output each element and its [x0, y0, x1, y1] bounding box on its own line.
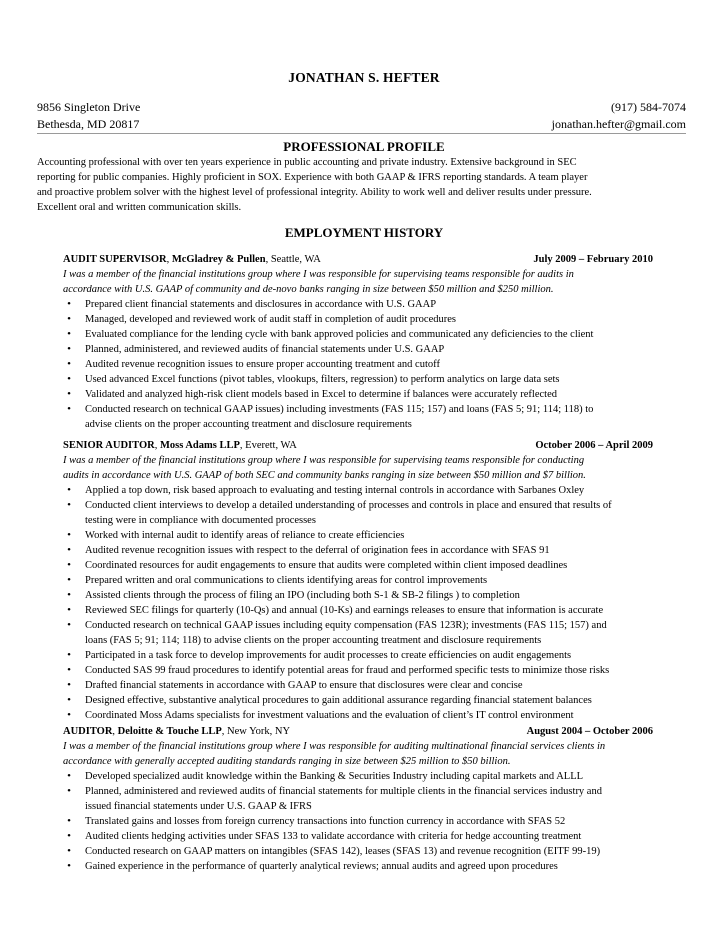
- title-separator: ,: [154, 440, 160, 451]
- bullet-icon: •: [67, 544, 71, 556]
- job-bullet: [63, 357, 709, 372]
- bullet-text: [85, 618, 709, 648]
- bullet-text: [85, 784, 709, 814]
- employer-name: Deloitte & Touche LLP: [117, 726, 222, 737]
- phone-number: (917) 584-7074: [611, 100, 686, 114]
- bullet-text: [85, 372, 709, 387]
- job-dates: October 2006 – April 2009: [535, 440, 653, 451]
- bullet-icon: •: [67, 785, 71, 797]
- job-bullet-list: [63, 769, 709, 874]
- bullet-text: [85, 603, 709, 618]
- bullet-icon: •: [67, 559, 71, 571]
- bullet-icon: •: [67, 388, 71, 400]
- address-line-1: 9856 Singleton Drive: [37, 100, 141, 114]
- contact-row-1: [37, 100, 686, 115]
- job-bullet: [63, 678, 709, 693]
- bullet-icon: •: [67, 770, 71, 782]
- bullet-line: testing were in compliance with documented processes: [85, 515, 316, 526]
- employer-name: Moss Adams LLP: [159, 440, 240, 451]
- address-line-2: Bethesda, MD 20817: [37, 117, 140, 131]
- bullet-line: Used advanced Excel functions (pivot tables, vlookups, filters, regression) to perform analytics on large data sets: [85, 374, 560, 385]
- profile-line: Excellent oral and written communication skills.: [37, 202, 242, 213]
- job-location: , New York, NY: [221, 726, 291, 737]
- job-entry: [63, 252, 709, 432]
- bullet-text: [85, 297, 709, 312]
- job-description: [63, 453, 709, 483]
- job-bullet: [63, 387, 709, 402]
- bullet-line: Conducted research on technical GAAP issues) including investments (FAS 115; 157) and loans (FAS 5; 91; 114; 118) to: [85, 404, 594, 415]
- bullet-icon: •: [67, 649, 71, 661]
- job-title: AUDIT SUPERVISOR: [63, 254, 167, 265]
- title-separator: ,: [112, 726, 118, 737]
- bullet-line: Conducted research on GAAP matters on intangibles (SFAS 142), leases (SFAS 13) and revenue recognition (EITF 99-19): [85, 846, 601, 857]
- job-bullet: [63, 372, 709, 387]
- job-bullet: [63, 588, 709, 603]
- bullet-line: Conducted client interviews to develop a detailed understanding of processes and controls in place and ensured that results of: [85, 500, 612, 511]
- bullet-icon: •: [67, 589, 71, 601]
- bullet-line: Gained experience in the performance of quarterly analytical reviews; annual audits and agreed upon procedures: [85, 861, 558, 872]
- bullet-icon: •: [67, 529, 71, 541]
- bullet-line: Developed specialized audit knowledge within the Banking & Securities Industry including capital markets and ALLL: [85, 771, 584, 782]
- bullet-line: Conducted SAS 99 fraud procedures to identify potential areas for fraud and performed specific tests to minimize those risks: [85, 665, 610, 676]
- job-title: SENIOR AUDITOR: [63, 440, 155, 451]
- job-description: [63, 739, 709, 769]
- bullet-text: [85, 678, 709, 693]
- bullet-icon: •: [67, 845, 71, 857]
- job-entry: [63, 438, 709, 723]
- header-divider: [37, 133, 686, 134]
- bullet-line: Designed effective, substantive analytical procedures to gain additional assurance regarding financial statement balances: [85, 695, 592, 706]
- job-bullet: [63, 498, 709, 528]
- bullet-icon: •: [67, 328, 71, 340]
- bullet-text: [85, 693, 709, 708]
- employer-name: McGladrey & Pullen: [171, 254, 266, 265]
- job-bullet: [63, 483, 709, 498]
- job-bullet: [63, 327, 709, 342]
- bullet-line: Coordinated Moss Adams specialists for investment valuations and the evaluation of client’s IT control environment: [85, 710, 574, 721]
- bullet-text: [85, 402, 709, 432]
- bullet-line: advise clients on the proper accounting treatment and disclosure requirements: [85, 419, 412, 430]
- bullet-text: [85, 387, 709, 402]
- bullet-text: [85, 814, 709, 829]
- bullet-text: [85, 543, 709, 558]
- job-description-line: I was a member of the financial institutions group where I was responsible for supervising teams responsible for conducting: [63, 455, 585, 466]
- job-title: AUDITOR: [63, 726, 113, 737]
- job-bullet: [63, 528, 709, 543]
- job-bullet: [63, 784, 709, 814]
- job-bullet: [63, 814, 709, 829]
- bullet-text: [85, 588, 709, 603]
- bullet-text: [85, 558, 709, 573]
- profile-line: Accounting professional with over ten years experience in public accounting and private industry. Extensive background in SEC: [37, 157, 577, 168]
- bullet-line: Validated and analyzed high-risk client models based in Excel to determine if balances were accurately reflected: [85, 389, 557, 400]
- job-bullet: [63, 312, 709, 327]
- job-bullet: [63, 693, 709, 708]
- job-location: , Seattle, WA: [265, 254, 321, 265]
- bullet-text: [85, 528, 709, 543]
- job-bullet: [63, 648, 709, 663]
- candidate-name: JONATHAN S. HEFTER: [288, 70, 440, 85]
- job-location: , Everett, WA: [239, 440, 297, 451]
- email-address[interactable]: jonathan.hefter@gmail.com: [551, 117, 686, 131]
- bullet-icon: •: [67, 358, 71, 370]
- job-heading: [63, 252, 321, 267]
- job-header: [63, 438, 653, 453]
- job-bullet: [63, 618, 709, 648]
- bullet-icon: •: [67, 679, 71, 691]
- job-description: [63, 267, 709, 297]
- bullet-icon: •: [67, 830, 71, 842]
- profile-line: and proactive problem solver with the highest level of professional integrity. Ability to work well and deliver results under pressure.: [37, 187, 592, 198]
- bullet-line: Audited revenue recognition issues with respect to the deferral of origination fees in accordance with SFAS 91: [85, 545, 550, 556]
- job-header: [63, 724, 653, 739]
- bullet-text: [85, 829, 709, 844]
- profile-line: reporting for public companies. Highly proficient in SOX. Experience with both GAAP & IFRS reporting standards. A team player: [37, 172, 588, 183]
- contact-row-2: [37, 117, 686, 132]
- job-description-line: audits in accordance with U.S. GAAP of both SEC and community banks ranging in size between $50 million and $7 billion.: [63, 470, 586, 481]
- job-entry: [63, 724, 709, 874]
- bullet-icon: •: [67, 313, 71, 325]
- bullet-line: Evaluated compliance for the lending cycle with bank approved policies and communicated any deficiencies to the client: [85, 329, 594, 340]
- job-bullet: [63, 769, 709, 784]
- bullet-icon: •: [67, 664, 71, 676]
- profile-summary: [37, 155, 697, 215]
- bullet-line: Audited clients hedging activities under SFAS 133 to validate accordance with criteria for hedge accounting treatment: [85, 831, 582, 842]
- bullet-icon: •: [67, 499, 71, 511]
- bullet-line: Participated in a task force to develop improvements for audit processes to create efficiencies on audit engagements: [85, 650, 572, 661]
- job-bullet: [63, 573, 709, 588]
- bullet-line: Audited revenue recognition issues to ensure proper accounting treatment and cutoff: [85, 359, 440, 370]
- job-heading: [63, 438, 297, 453]
- bullet-icon: •: [67, 694, 71, 706]
- job-bullet-list: [63, 483, 709, 723]
- bullet-line: Drafted financial statements in accordance with GAAP to ensure that disclosures were clear and concise: [85, 680, 523, 691]
- bullet-text: [85, 859, 709, 874]
- bullet-icon: •: [67, 709, 71, 721]
- bullet-text: [85, 573, 709, 588]
- bullet-line: Assisted clients through the process of filing an IPO (including both S-1 & SB-2 filings ) to completion: [85, 590, 520, 601]
- bullet-icon: •: [67, 815, 71, 827]
- bullet-icon: •: [67, 860, 71, 872]
- title-separator: ,: [166, 254, 172, 265]
- bullet-line: Planned, administered, and reviewed audits of financial statements under U.S. GAAP: [85, 344, 445, 355]
- job-bullet: [63, 708, 709, 723]
- bullet-line: Coordinated resources for audit engagements to ensure that audits were completed within client imposed deadlines: [85, 560, 568, 571]
- bullet-line: Managed, developed and reviewed work of audit staff in completion of audit procedures: [85, 314, 456, 325]
- job-dates: July 2009 – February 2010: [533, 254, 653, 265]
- bullet-icon: •: [67, 373, 71, 385]
- bullet-line: Translated gains and losses from foreign currency transactions into function currency in accordance with SFAS 52: [85, 816, 566, 827]
- bullet-text: [85, 327, 709, 342]
- job-description-line: I was a member of the financial institutions group where I was responsible for auditing multinational financial services clients in: [63, 741, 606, 752]
- job-description-line: accordance with generally accepted auditing standards ranging in size between $25 million to $50 billion.: [63, 756, 511, 767]
- bullet-text: [85, 648, 709, 663]
- bullet-text: [85, 498, 709, 528]
- job-bullet: [63, 844, 709, 859]
- job-description-line: accordance with U.S. GAAP of community and de-novo banks ranging in size between $50 million and $250 million.: [63, 284, 554, 295]
- bullet-icon: •: [67, 619, 71, 631]
- bullet-text: [85, 663, 709, 678]
- job-bullet: [63, 558, 709, 573]
- bullet-text: [85, 844, 709, 859]
- job-heading: [63, 724, 290, 739]
- job-header: [63, 252, 653, 267]
- bullet-icon: •: [67, 403, 71, 415]
- bullet-icon: •: [67, 484, 71, 496]
- bullet-line: issued financial statements under U.S. GAAP & IFRS: [85, 801, 312, 812]
- job-bullet: [63, 663, 709, 678]
- bullet-line: Prepared client financial statements and disclosures in accordance with U.S. GAAP: [85, 299, 437, 310]
- bullet-text: [85, 357, 709, 372]
- job-bullet: [63, 297, 709, 312]
- job-dates: August 2004 – October 2006: [526, 726, 653, 737]
- bullet-text: [85, 312, 709, 327]
- job-bullet-list: [63, 297, 709, 432]
- job-description-line: I was a member of the financial institutions group where I was responsible for supervising teams responsible for audits in: [63, 269, 574, 280]
- bullet-line: Worked with internal audit to identify areas of reliance to create efficiencies: [85, 530, 405, 541]
- job-bullet: [63, 342, 709, 357]
- bullet-line: Prepared written and oral communications to clients identifying areas for control improvements: [85, 575, 488, 586]
- bullet-line: Applied a top down, risk based approach to evaluating and testing internal controls in accordance with Sarbanes Oxley: [85, 485, 585, 496]
- bullet-text: [85, 769, 709, 784]
- job-bullet: [63, 829, 709, 844]
- job-bullet: [63, 402, 709, 432]
- bullet-icon: •: [67, 574, 71, 586]
- bullet-text: [85, 708, 709, 723]
- bullet-icon: •: [67, 343, 71, 355]
- bullet-text: [85, 342, 709, 357]
- bullet-line: loans (FAS 5; 91; 114; 118) to advise clients on the proper accounting treatment and disclosure requirements: [85, 635, 542, 646]
- job-bullet: [63, 603, 709, 618]
- job-bullet: [63, 859, 709, 874]
- bullet-icon: •: [67, 604, 71, 616]
- profile-section-title: PROFESSIONAL PROFILE: [283, 139, 445, 154]
- bullet-icon: •: [67, 298, 71, 310]
- bullet-line: Planned, administered and reviewed audits of financial statements for multiple clients in the financial services industry and: [85, 786, 602, 797]
- employment-section-title: EMPLOYMENT HISTORY: [284, 225, 444, 240]
- bullet-text: [85, 483, 709, 498]
- bullet-line: Conducted research on technical GAAP issues including equity compensation (FAS 123R); investments (FAS 115; 157) and: [85, 620, 607, 631]
- bullet-line: Reviewed SEC filings for quarterly (10-Qs) and annual (10-Ks) and earnings releases to ensure that information is accurate: [85, 605, 604, 616]
- job-bullet: [63, 543, 709, 558]
